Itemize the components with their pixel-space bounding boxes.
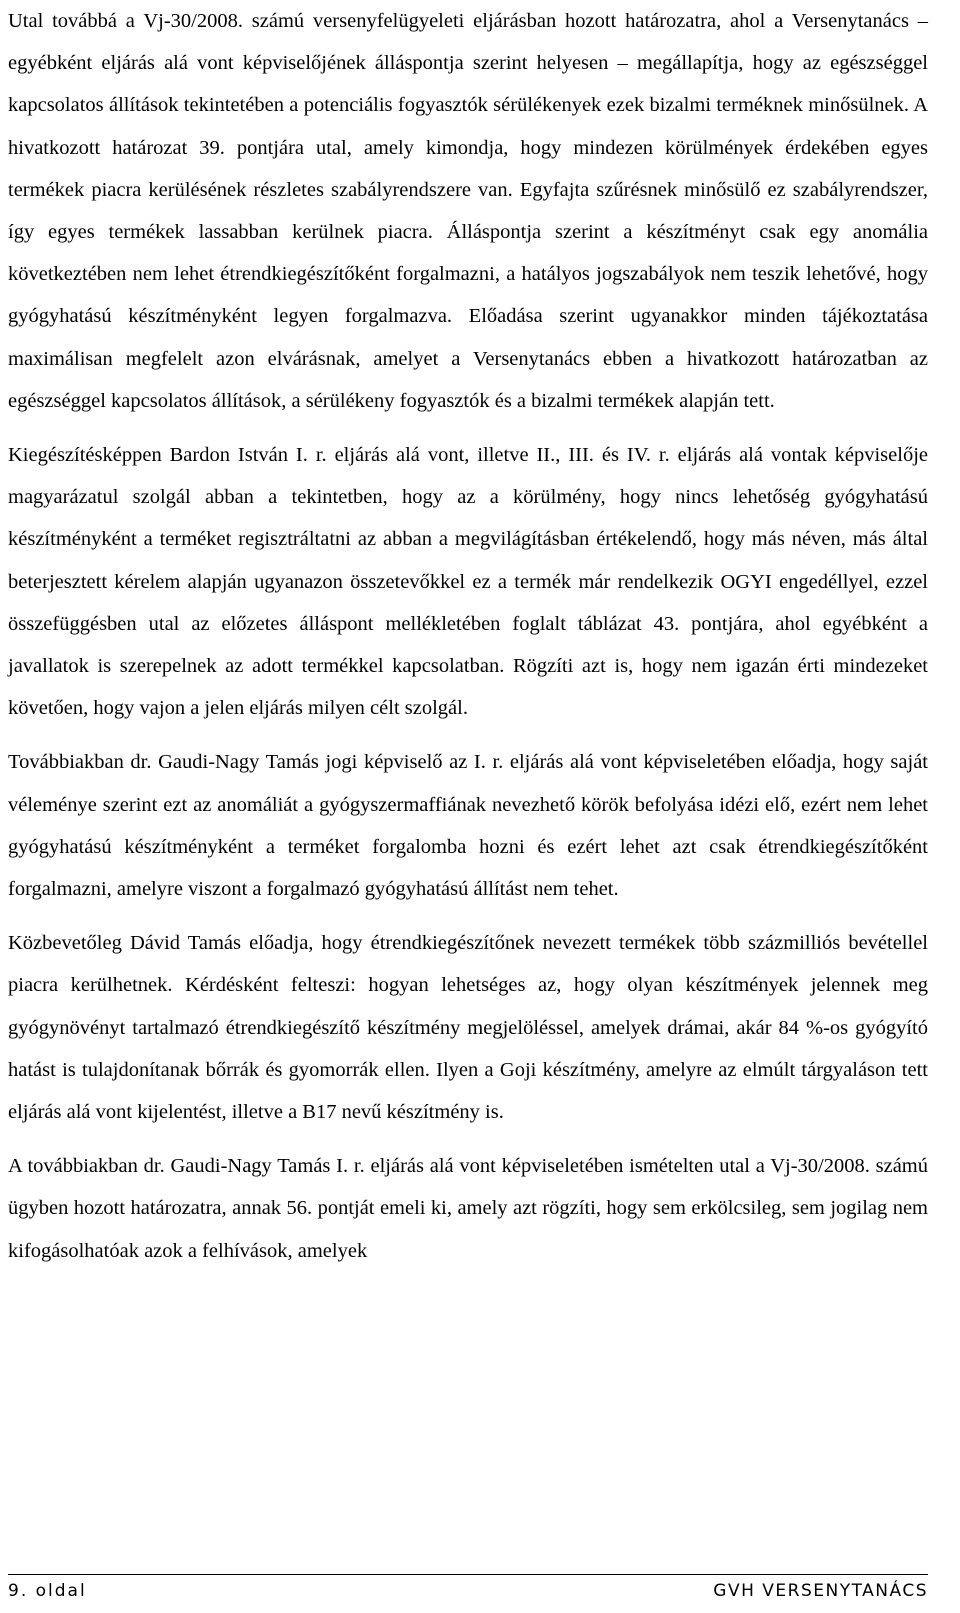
paragraph: Kiegészítésképpen Bardon István I. r. eljárás alá vont, illetve II., III. és IV. r. eljárás alá vontak képviselője magyarázatul szolgál abban a tekintetben, hogy az a körülmény, hogy nincs lehetőség gyógyhatású készítményként a terméket regisztráltatni az abban a megvilágításban értékelendő, hogy más néven, más által beterjesztett kérelem alapján ugyanazon összetevőkkel ez a termék már rendelkezik OGYI engedéllyel, ezzel összefüggésben utal az előzetes álláspont mellékletében foglalt táblázat 43. pontjára, ahol egyébként a javallatok is szerepelnek az adott termékkel kapcsolatban. Rögzíti azt is, hogy nem igazán érti mindezeket követően, hogy vajon a jelen eljárás milyen célt szolgál. bbox=[8, 444, 928, 720]
document-body bbox=[8, 0, 928, 1284]
page-number: 9. oldal bbox=[8, 1581, 87, 1601]
paragraph: Továbbiakban dr. Gaudi-Nagy Tamás jogi képviselő az I. r. eljárás alá vont képviseletében előadja, hogy saját véleménye szerint ezt az anomáliát a gyógyszermaffiának nevezhető körök befolyása idézi elő, ezért nem lehet gyógyhatású készítményként a terméket forgalomba hozni és ezért lehet azt csak étrendkiegészítőként forgalmazni, amelyre viszont a forgalmazó gyógyhatású állítást nem tehet. bbox=[8, 751, 928, 901]
organization-name: GVH VERSENYTANÁCS bbox=[713, 1581, 928, 1601]
paragraph: Utal továbbá a Vj-30/2008. számú versenyfelügyeleti eljárásban hozott határozatra, ahol a Versenytanács – egyébként eljárás alá vont képviselőjének álláspontja szerint helyesen – megállapítja, hogy az egészséggel kapcsolatos állítások tekintetében a potenciális fogyasztók sérülékenyek ezek bizalmi terméknek minősülnek. A hivatkozott határozat 39. pontjára utal, amely kimondja, hogy mindezen körülmények érdekében egyes termékek piacra kerülésének részletes szabályrendszere van. Egyfajta szűrésnek minősülő ez szabályrendszer, így egyes termékek lassabban kerülnek piacra. Álláspontja szerint a készítményt csak egy anomália következtében nem lehet étrendkiegészítőként forgalmazni, a hatályos jogszabályok nem teszik lehetővé, hogy gyógyhatású készítményként legyen forgalmazva. Előadása szerint ugyanakkor minden tájékoztatása maximálisan megfelelt azon elvárásnak, amelyet a Versenytanács ebben a hivatkozott határozatban az egészséggel kapcsolatos állítások, a sérülékeny fogyasztók és a bizalmi termékek alapján tett. bbox=[8, 10, 928, 412]
paragraph: Közbevetőleg Dávid Tamás előadja, hogy étrendkiegészítőnek nevezett termékek több százmilliós bevétellel piacra kerülhetnek. Kérdésként felteszi: hogyan lehetséges az, hogy olyan készítmények jelennek meg gyógynövényt tartalmazó étrendkiegészítő készítmény megjelöléssel, amelyek drámai, akár 84 %-os gyógyító hatást is tulajdonítanak bőrrák és gyomorrák ellen. Ilyen a Goji készítmény, amelyre az elmúlt tárgyaláson tett eljárás alá vont kijelentést, illetve a B17 nevű készítmény is. bbox=[8, 932, 928, 1124]
page-footer bbox=[8, 1574, 928, 1605]
paragraph: A továbbiakban dr. Gaudi-Nagy Tamás I. r. eljárás alá vont képviseletében ismételten utal a Vj-30/2008. számú ügyben hozott határozatra, annak 56. pontját emeli ki, amely azt rögzíti, hogy sem erkölcsileg, sem jogilag nem kifogásolhatóak azok a felhívások, amelyek bbox=[8, 1155, 928, 1262]
